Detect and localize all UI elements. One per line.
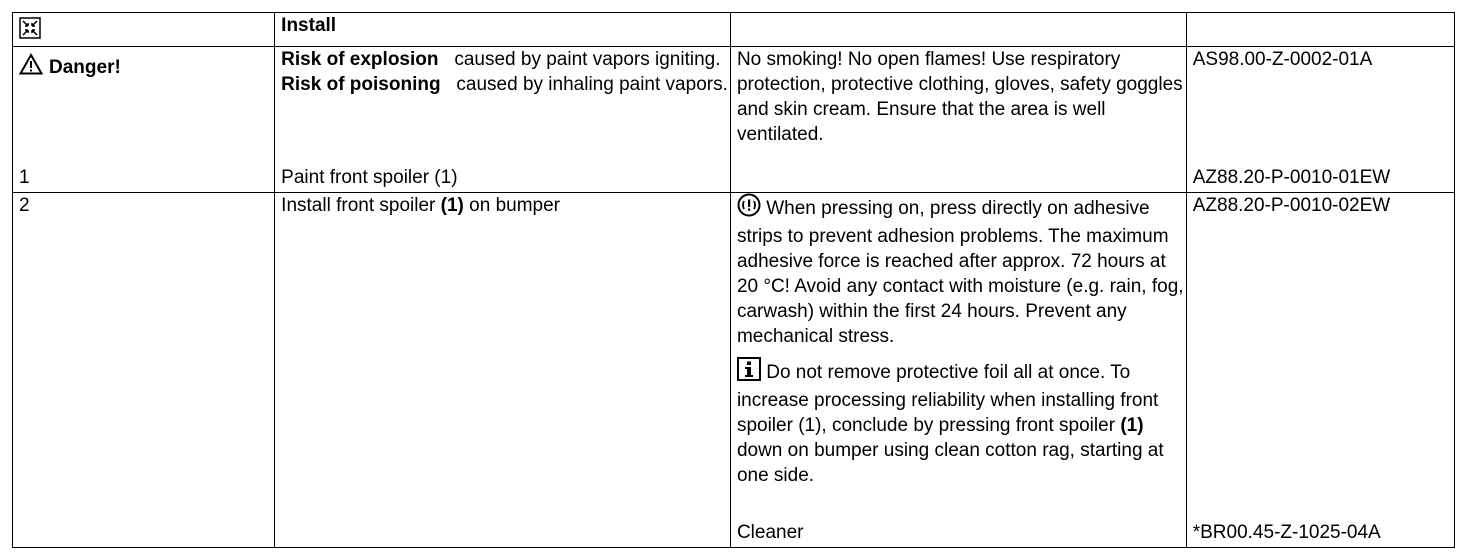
step-action-after: on bumper [469,195,560,216]
risk-explosion-label: Risk of explosion [281,49,439,70]
info-text-2: down on bumper using clean cotton rag, starting at one side. [736,440,1164,486]
danger-cell [13,47,275,193]
step-reference-top: AZ88.20-P-0010-02EW [1192,195,1391,216]
header-empty-cell [730,13,1186,47]
info-i-icon [737,357,761,388]
danger-risk-text [281,47,730,97]
warning-triangle-icon [19,53,43,82]
danger-label: Danger! [49,57,121,78]
info-note [737,357,1186,488]
material-label: Cleaner [736,522,804,543]
caution-note [737,193,1186,349]
step-reference-bottom: *BR00.45-Z-1025-04A [1192,522,1381,543]
install-symbol-icon [19,17,41,46]
instruction-table [12,12,1455,548]
danger-measures: No smoking! No open flames! Use respiratory protection, protective clothing, gloves, safety goggles and skin cream. Ensure that the area is well ventilated. [736,49,1183,145]
danger-row [13,47,1455,193]
caution-exclamation-icon [737,193,761,224]
step-action-before: Install front spoiler [281,195,436,216]
risk-poisoning-text: caused by inhaling paint vapors. [456,74,728,95]
danger-reference: AS98.00-Z-0002-01A [1192,49,1373,70]
header-row [13,13,1455,47]
step-row [13,193,1455,548]
risk-poisoning-label: Risk of poisoning [281,74,441,95]
danger-risk-cell [275,47,731,193]
step-number-cell [13,193,275,548]
reference-cell [1186,47,1454,193]
info-text-bold: (1) [1120,415,1144,436]
risk-explosion-text: caused by paint vapors igniting. [454,49,721,70]
step-reference: AZ88.20-P-0010-01EW [1192,167,1391,188]
step-action-bold: (1) [440,195,464,216]
step-number: 2 [19,195,30,216]
step-number: 1 [19,167,30,188]
header-icon-cell [13,13,275,47]
danger-measures-cell [730,47,1186,193]
step-notes-cell [730,193,1186,548]
step-action-cell [275,193,731,548]
header-empty-cell [1186,13,1454,47]
caution-text: When pressing on, press directly on adhesive strips to prevent adhesion problems. The maximum adhesive force is reached after approx. 72 hours at 20 °C! Avoid any contact with moisture (e.g. rain, fog, carwash) within the first 24 hours. Prevent any mechanical stress. [736,198,1184,347]
step-reference-cell [1186,193,1454,548]
header-title: Install [275,13,731,47]
info-text-1: Do not remove protective foil all at once. To increase processing reliability when installing front spoiler (1), conclude by pressing front spoiler [736,362,1159,436]
step-action: Paint front spoiler (1) [281,167,458,188]
